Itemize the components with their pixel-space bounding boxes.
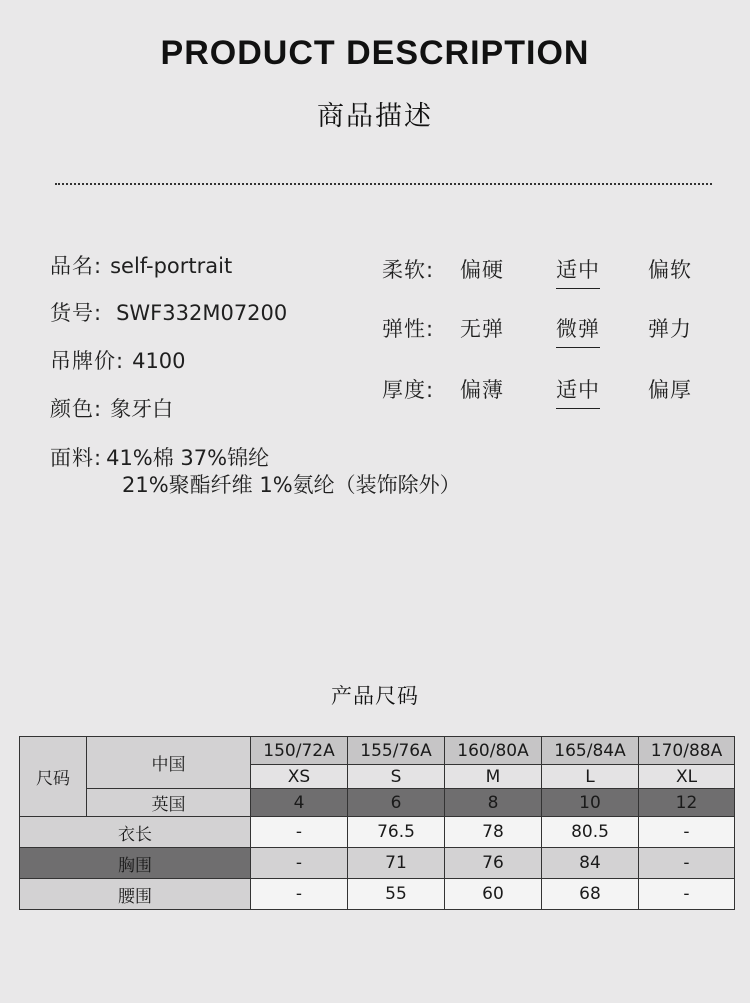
measure-cell: 80.5: [542, 817, 639, 848]
attr-softness-label: 柔软:: [382, 258, 435, 282]
china-label-cell: 中国: [87, 737, 251, 789]
info-sku-label: 货号:: [50, 301, 103, 325]
measure-cell: -: [251, 817, 348, 848]
uk-size-cell: 6: [348, 789, 445, 817]
china-size-cell: 160/80A: [445, 737, 542, 765]
page-title-cn: 商品描述: [317, 101, 433, 132]
measure-cell: 78: [445, 817, 542, 848]
letter-size-cell: L: [542, 765, 639, 789]
uk-size-cell: 4: [251, 789, 348, 817]
measure-cell: 71: [348, 848, 445, 879]
attr-thickness-opt-2-selected: 适中: [556, 374, 600, 409]
china-size-cell: 150/72A: [251, 737, 348, 765]
attr-elastic-opt-1: 无弹: [460, 317, 504, 341]
letter-size-cell: M: [445, 765, 542, 789]
uk-label-cell: 英国: [87, 789, 251, 817]
info-fabric-line2: 21%聚酯纤维 1%氨纶（装饰除外）: [122, 473, 461, 497]
attr-softness-opt-2-selected: 适中: [556, 254, 600, 289]
info-name-value: self-portrait: [110, 254, 233, 278]
info-name-label: 品名:: [50, 254, 103, 278]
size-chart-heading: 产品尺码: [331, 684, 419, 708]
info-price-label: 吊牌价:: [50, 349, 125, 373]
attr-softness-opt-1: 偏硬: [460, 258, 504, 282]
measure-cell: -: [639, 848, 735, 879]
table-row: [20, 737, 735, 765]
letter-size-cell: XS: [251, 765, 348, 789]
measure-cell: 68: [542, 879, 639, 910]
row-label-length: 衣长: [20, 817, 251, 848]
uk-size-cell: 10: [542, 789, 639, 817]
info-fabric-row: [50, 445, 269, 472]
china-size-cell: 155/76A: [348, 737, 445, 765]
info-fabric-line1: 41%棉 37%锦纶: [106, 446, 270, 470]
measure-cell: -: [639, 879, 735, 910]
measure-cell: -: [251, 879, 348, 910]
size-chart-table: [19, 736, 735, 910]
letter-size-cell: XL: [639, 765, 735, 789]
size-label-cell: 尺码: [20, 737, 87, 817]
measure-cell: -: [251, 848, 348, 879]
info-fabric-label: 面料:: [50, 446, 103, 470]
attr-elastic-opt-2-selected: 微弹: [556, 313, 600, 348]
info-sku-value: SWF332M07200: [116, 301, 288, 325]
attr-thickness-opt-1: 偏薄: [460, 378, 504, 402]
attr-elastic-label: 弹性:: [382, 317, 435, 341]
china-size-cell: 170/88A: [639, 737, 735, 765]
attr-thickness-label: 厚度:: [382, 378, 435, 402]
uk-size-cell: 8: [445, 789, 542, 817]
row-label-waist: 腰围: [20, 879, 251, 910]
info-price-row: [50, 348, 186, 375]
measure-cell: 76: [445, 848, 542, 879]
china-size-cell: 165/84A: [542, 737, 639, 765]
measure-cell: -: [639, 817, 735, 848]
table-row: [20, 817, 735, 848]
table-row: [20, 789, 735, 817]
info-price-value: 4100: [132, 349, 186, 373]
measure-cell: 55: [348, 879, 445, 910]
letter-size-cell: S: [348, 765, 445, 789]
measure-cell: 76.5: [348, 817, 445, 848]
attr-thickness-opt-3: 偏厚: [648, 378, 692, 402]
table-row: [20, 848, 735, 879]
attr-elastic-opt-3: 弹力: [648, 317, 692, 341]
measure-cell: 60: [445, 879, 542, 910]
info-color-label: 颜色:: [50, 397, 103, 421]
dotted-divider: [55, 183, 712, 185]
info-name-row: [50, 253, 232, 280]
info-color-row: [50, 396, 173, 423]
uk-size-cell: 12: [639, 789, 735, 817]
row-label-bust: 胸围: [20, 848, 251, 879]
page-title-en: PRODUCT DESCRIPTION: [160, 34, 590, 72]
attr-softness-opt-3: 偏软: [648, 258, 692, 282]
info-color-value: 象牙白: [110, 397, 174, 421]
measure-cell: 84: [542, 848, 639, 879]
table-row: [20, 879, 735, 910]
info-sku-row: [50, 300, 287, 327]
